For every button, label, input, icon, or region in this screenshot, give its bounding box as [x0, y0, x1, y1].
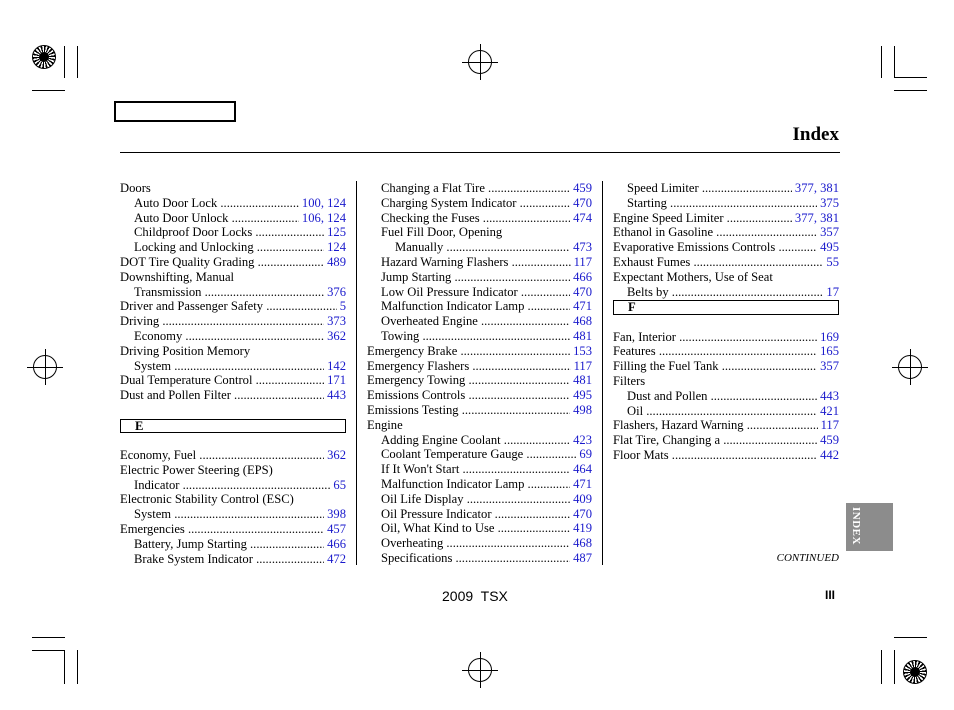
index-entry-text: Auto Door Lock ..... — [120, 196, 346, 211]
index-entry — [367, 477, 592, 492]
index-entry — [120, 507, 346, 522]
index-entry-text: Hazard Warning Flashers ..... — [367, 255, 592, 270]
index-entry-text: Engine Speed Limiter ..... — [613, 211, 839, 226]
crop-mark — [894, 637, 927, 638]
registration-crosshair-icon — [468, 50, 492, 74]
spacer — [120, 403, 346, 418]
index-entry-text: Fan, Interior ..... — [613, 330, 839, 345]
index-page-link[interactable]: 362 — [324, 329, 346, 344]
index-entry — [367, 536, 592, 551]
index-page-link[interactable]: 362 — [324, 448, 346, 463]
index-page-link[interactable]: 473 — [570, 240, 592, 255]
index-entry-text: Emissions Testing ..... — [367, 403, 592, 418]
index-page-link[interactable]: 373 — [324, 314, 346, 329]
crop-mark — [32, 90, 65, 91]
index-entry — [613, 240, 839, 255]
index-entry — [120, 255, 346, 270]
index-entry — [120, 285, 346, 300]
index-entry — [120, 329, 346, 344]
index-heading: Electric Power Steering (EPS) — [120, 462, 273, 477]
index-entry-text: Ethanol in Gasoline ..... — [613, 225, 839, 240]
index-heading: Doors — [120, 181, 151, 195]
index-page-link[interactable]: 377, 381 — [792, 181, 839, 196]
index-page-link[interactable]: 65 — [330, 478, 346, 493]
index-page-link[interactable]: 421 — [817, 404, 839, 419]
index-entry-text: Dust and Pollen Filter ..... — [120, 388, 346, 403]
index-entry-text: Speed Limiter ..... — [613, 181, 839, 196]
index-entry-text: Malfunction Indicator Lamp ..... — [367, 299, 592, 314]
index-page-link[interactable]: 442 — [817, 448, 839, 463]
index-entry — [367, 388, 592, 403]
index-entry — [613, 181, 839, 196]
index-entry-text: Overheating ..... — [367, 536, 592, 551]
index-entry-text: Brake System Indicator ..... — [120, 552, 346, 567]
index-entry-text: Overheated Engine ..... — [367, 314, 592, 329]
crop-mark — [881, 650, 882, 684]
index-entry — [367, 299, 592, 314]
index-entry-text: Economy, Fuel ..... — [120, 448, 346, 463]
index-entry — [367, 270, 592, 285]
index-entry-text: Oil ..... — [613, 404, 839, 419]
index-page-link[interactable]: 498 — [570, 403, 592, 418]
index-page-link[interactable]: 69 — [576, 447, 592, 462]
index-page-link[interactable]: 464 — [570, 462, 592, 477]
index-page-link[interactable]: 106, 124 — [299, 211, 346, 226]
crop-mark — [894, 650, 895, 684]
index-entry-text: Economy ..... — [120, 329, 346, 344]
index-entry-text: Belts by ..... — [613, 285, 839, 300]
index-page-link[interactable]: 489 — [324, 255, 346, 270]
index-page-link[interactable]: 357 — [817, 225, 839, 240]
index-entry — [367, 507, 592, 522]
index-page-link[interactable]: 100, 124 — [299, 196, 346, 211]
index-entry-text: Specifications ..... — [367, 551, 592, 566]
index-entry-text: Emergency Brake ..... — [367, 344, 592, 359]
index-page-link[interactable]: 471 — [570, 477, 592, 492]
index-page-link[interactable]: 466 — [570, 270, 592, 285]
index-entry-text: Coolant Temperature Gauge ..... — [367, 447, 592, 462]
index-column-2 — [367, 181, 592, 566]
crop-mark — [32, 637, 65, 638]
continued-label: CONTINUED — [776, 552, 839, 564]
index-page-link[interactable]: 443 — [324, 388, 346, 403]
index-entry — [120, 388, 346, 403]
index-entry-text: Flat Tire, Changing a ..... — [613, 433, 839, 448]
index-page-link[interactable]: 165 — [817, 344, 839, 359]
index-entry-text: Starting ..... — [613, 196, 839, 211]
page-number: III — [825, 588, 836, 602]
index-entry-text: Checking the Fuses ..... — [367, 211, 592, 226]
index-entry-text: Dual Temperature Control ..... — [120, 373, 346, 388]
index-entry — [367, 196, 592, 211]
index-entry-text: Towing ..... — [367, 329, 592, 344]
index-entry-text: Oil, What Kind to Use ..... — [367, 521, 592, 536]
index-entry — [367, 433, 592, 448]
index-page-link[interactable]: 142 — [324, 359, 346, 374]
index-heading: Electronic Stability Control (ESC) — [120, 492, 294, 507]
index-entry — [613, 225, 839, 240]
index-entry-text: Driver and Passenger Safety ..... — [120, 299, 346, 314]
index-entry-text: Filling the Fuel Tank ..... — [613, 359, 839, 374]
index-entry-text: Features ..... — [613, 344, 839, 359]
index-page-link[interactable]: 495 — [817, 240, 839, 255]
index-page-link[interactable]: 468 — [570, 314, 592, 329]
index-entry — [367, 551, 592, 566]
index-page-link[interactable]: 459 — [817, 433, 839, 448]
index-page-link[interactable]: 468 — [570, 536, 592, 551]
index-entry — [613, 418, 839, 433]
index-entry — [120, 522, 346, 537]
index-entry — [367, 492, 592, 507]
index-entry-text: Oil Life Display ..... — [367, 492, 592, 507]
index-heading: Filters — [613, 373, 646, 388]
index-page-link[interactable]: 375 — [817, 196, 839, 211]
index-entry-text: Malfunction Indicator Lamp ..... — [367, 477, 592, 492]
index-entry-text: Adding Engine Coolant ..... — [367, 433, 592, 448]
index-entry-text: If It Won't Start ..... — [367, 462, 592, 477]
index-entry-text: Flashers, Hazard Warning ..... — [613, 418, 839, 433]
index-page-link[interactable]: 5 — [337, 299, 346, 314]
index-entry — [120, 478, 346, 493]
index-entry — [367, 403, 592, 418]
index-entry — [367, 462, 592, 477]
index-page-link[interactable]: 117 — [818, 418, 839, 433]
registration-gear-icon — [903, 660, 927, 684]
crop-mark — [77, 46, 78, 78]
index-entry-text: Oil Pressure Indicator ..... — [367, 507, 592, 522]
crop-mark — [32, 650, 65, 651]
index-entry-text: Charging System Indicator ..... — [367, 196, 592, 211]
index-heading: Driving Position Memory — [120, 343, 251, 358]
index-entry — [367, 344, 592, 359]
index-entry — [120, 299, 346, 314]
index-entry-text: System ..... — [120, 507, 346, 522]
index-page-link[interactable]: 457 — [324, 522, 346, 537]
section-letter-heading: E — [120, 419, 346, 433]
index-entry — [120, 373, 346, 388]
model-label: 2009 TSX — [442, 588, 508, 604]
index-entry — [613, 433, 839, 448]
index-entry-text: Exhaust Fumes ..... — [613, 255, 839, 270]
index-page-link[interactable]: 466 — [324, 537, 346, 552]
index-entry — [120, 196, 346, 211]
index-entry — [120, 314, 346, 329]
index-entry-text: Jump Starting ..... — [367, 270, 592, 285]
header-rule — [120, 152, 840, 153]
crop-mark — [64, 650, 65, 684]
index-entry — [367, 211, 592, 226]
index-page-link[interactable]: 17 — [823, 285, 839, 300]
index-column-3 — [613, 181, 839, 463]
index-entry — [613, 255, 839, 270]
index-heading: Fuel Fill Door, Opening — [381, 225, 503, 240]
index-entry-text: Transmission ..... — [120, 285, 346, 300]
index-entry-text: Low Oil Pressure Indicator ..... — [367, 285, 592, 300]
index-entry — [120, 211, 346, 226]
crop-mark — [894, 90, 927, 91]
registration-gear-icon — [32, 45, 56, 69]
index-heading: Expectant Mothers, Use of Seat — [613, 269, 773, 284]
index-page-link[interactable]: 153 — [570, 344, 592, 359]
index-entry-text: Emergencies ..... — [120, 522, 346, 537]
section-letter-heading: F — [613, 300, 839, 314]
index-page-link[interactable]: 125 — [324, 225, 346, 240]
index-entry — [367, 314, 592, 329]
registration-crosshair-icon — [898, 355, 922, 379]
index-entry — [120, 448, 346, 463]
index-entry — [613, 389, 839, 404]
index-entry-text: Driving ..... — [120, 314, 346, 329]
index-entry — [120, 225, 346, 240]
index-heading: Downshifting, Manual — [120, 269, 235, 284]
index-entry-text: System ..... — [120, 359, 346, 374]
index-entry-text: DOT Tire Quality Grading ..... — [120, 255, 346, 270]
spacer — [120, 433, 346, 448]
index-entry — [367, 447, 592, 462]
index-entry — [367, 255, 592, 270]
index-page-link[interactable]: 470 — [570, 285, 592, 300]
index-page-link[interactable]: 117 — [571, 255, 592, 270]
index-page-link[interactable]: 55 — [823, 255, 839, 270]
index-page-link[interactable]: 443 — [817, 389, 839, 404]
index-page-link[interactable]: 377, 381 — [792, 211, 839, 226]
index-entry — [613, 211, 839, 226]
index-entry — [613, 330, 839, 345]
index-page-link[interactable]: 470 — [570, 196, 592, 211]
index-entry — [613, 448, 839, 463]
index-entry — [367, 240, 592, 255]
column-divider — [602, 181, 603, 565]
index-page-link[interactable]: 117 — [571, 359, 592, 374]
index-entry-text: Emissions Controls ..... — [367, 388, 592, 403]
index-page-link[interactable]: 459 — [570, 181, 592, 196]
index-page-link[interactable]: 398 — [324, 507, 346, 522]
index-page-link[interactable]: 171 — [324, 373, 346, 388]
index-page-link[interactable]: 474 — [570, 211, 592, 226]
index-entry — [613, 285, 839, 300]
index-page-link[interactable]: 169 — [817, 330, 839, 345]
index-entry-text: Changing a Flat Tire ..... — [367, 181, 592, 196]
index-page-link[interactable]: 409 — [570, 492, 592, 507]
index-page-link[interactable]: 470 — [570, 507, 592, 522]
index-entry-text: Evaporative Emissions Controls ..... — [613, 240, 839, 255]
index-entry — [367, 359, 592, 374]
index-entry — [613, 196, 839, 211]
index-page-link[interactable]: 495 — [570, 388, 592, 403]
index-entry-text: Emergency Flashers ..... — [367, 359, 592, 374]
crop-mark — [894, 46, 895, 78]
index-entry — [120, 240, 346, 255]
column-divider — [356, 181, 357, 565]
index-page-link[interactable]: 124 — [324, 240, 346, 255]
index-entry-text: Auto Door Unlock ..... — [120, 211, 346, 226]
index-heading: Engine — [367, 417, 403, 432]
registration-crosshair-icon — [33, 355, 57, 379]
index-entry — [367, 373, 592, 388]
index-column-1 — [120, 181, 346, 566]
side-tab-label: INDEX — [850, 507, 862, 545]
index-page-link[interactable]: 471 — [570, 299, 592, 314]
index-entry-text: Locking and Unlocking ..... — [120, 240, 346, 255]
index-entry — [367, 181, 592, 196]
index-page-link[interactable]: 423 — [570, 433, 592, 448]
index-entry — [367, 329, 592, 344]
index-entry-text: Manually ..... — [367, 240, 592, 255]
index-entry — [613, 404, 839, 419]
page-title: Index — [792, 124, 839, 145]
index-entry-text: Floor Mats ..... — [613, 448, 839, 463]
index-page-link[interactable]: 357 — [817, 359, 839, 374]
index-entry — [120, 359, 346, 374]
registration-crosshair-icon — [468, 658, 492, 682]
crop-mark — [894, 77, 927, 78]
index-entry-text: Emergency Towing ..... — [367, 373, 592, 388]
index-page-link[interactable]: 487 — [570, 551, 592, 566]
index-entry-text: Childproof Door Locks ..... — [120, 225, 346, 240]
crop-mark — [77, 650, 78, 684]
header-box — [114, 101, 236, 122]
index-entry — [367, 521, 592, 536]
index-entry — [120, 537, 346, 552]
index-page-link[interactable]: 419 — [570, 521, 592, 536]
index-entry-text: Dust and Pollen ..... — [613, 389, 839, 404]
index-side-tab[interactable] — [846, 503, 893, 551]
index-entry — [613, 344, 839, 359]
index-entry-text: Indicator ..... — [120, 478, 346, 493]
index-page-link[interactable]: 481 — [570, 329, 592, 344]
index-entry — [120, 552, 346, 567]
index-page-link[interactable]: 376 — [324, 285, 346, 300]
crop-mark — [881, 46, 882, 78]
index-entry — [613, 359, 839, 374]
index-page-link[interactable]: 472 — [324, 552, 346, 567]
crop-mark — [64, 46, 65, 78]
index-entry-text: Battery, Jump Starting ..... — [120, 537, 346, 552]
index-entry — [367, 285, 592, 300]
spacer — [613, 315, 839, 330]
index-page-link[interactable]: 481 — [570, 373, 592, 388]
